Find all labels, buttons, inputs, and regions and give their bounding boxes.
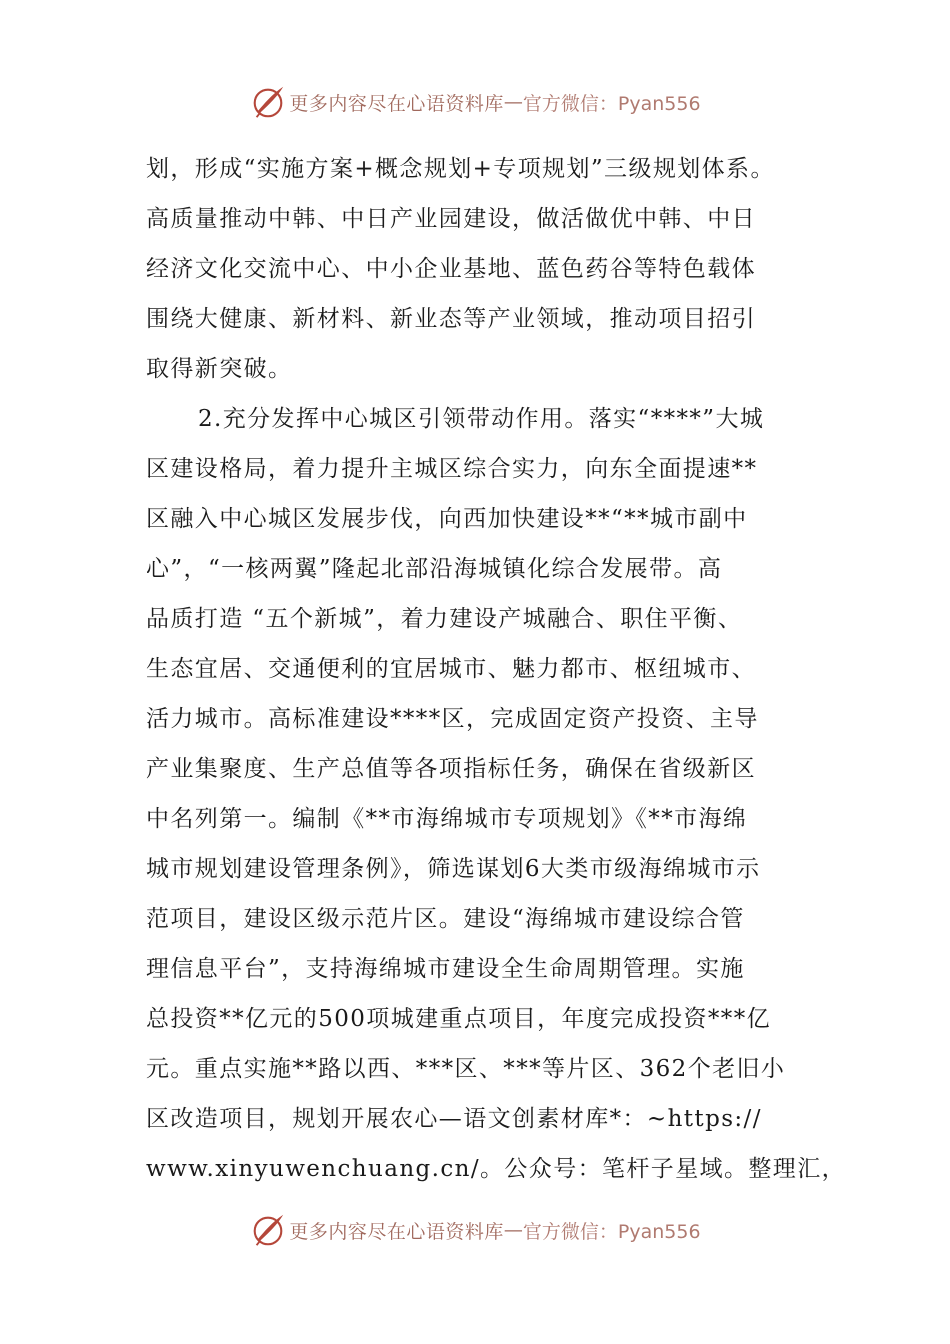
body-line: 城市规划建设管理条例》，筛选谋划6大类市级海绵城市示: [146, 856, 761, 882]
body-line: 理信息平台”，支持海绵城市建设全生命周期管理。实施: [146, 956, 745, 982]
body-line: 产业集聚度、生产总值等各项指标任务，确保在省级新区: [146, 756, 756, 782]
banner-wechat: 官方微信：Pyan556: [522, 92, 701, 115]
quill-pen-logo-icon: [249, 83, 287, 121]
body-line: 生态宜居、交通便利的宜居城市、魅力都市、枢纽城市、: [146, 656, 756, 682]
body-line: 区建设格局，着力提升主城区综合实力，向东全面提速**: [146, 456, 758, 482]
header-banner: [0, 82, 950, 122]
banner-wechat: 官方微信：Pyan556: [522, 1220, 701, 1243]
footer-banner: [0, 1210, 950, 1250]
body-line: 取得新突破。: [146, 356, 293, 382]
banner-separator: —: [503, 91, 523, 113]
document-body: [146, 147, 847, 1197]
body-line: 范项目，建设区级示范片区。建设“海绵城市建设综合管: [146, 906, 745, 932]
body-line: 划，形成“实施方案+概念规划+专项规划”三级规划体系。: [146, 156, 775, 182]
body-line: 围绕大健康、新材料、新业态等产业领域，推动项目招引: [146, 306, 756, 332]
body-line: 心”，“一核两翼”隆起北部沿海城镇化综合发展带。高: [146, 556, 723, 582]
body-line: www.xinyuwenchuang.cn/。公众号：笔杆子星域。整理汇，: [146, 1156, 847, 1182]
banner-slogan: 更多内容尽在心语资料库: [289, 92, 504, 115]
body-line: 高质量推动中韩、中日产业园建设，做活做优中韩、中日: [146, 206, 756, 232]
quill-pen-logo-icon: [249, 1211, 287, 1249]
body-line: 中名列第一。编制《**市海绵城市专项规划》《**市海绵: [146, 806, 748, 832]
body-line: 区融入中心城区发展步伐，向西加快建设**“**城市副中: [146, 506, 748, 532]
banner-separator: —: [503, 1219, 523, 1241]
body-line: 活力城市。高标准建设****区，完成固定资产投资、主导: [146, 706, 759, 732]
body-line: 经济文化交流中心、中小企业基地、蓝色药谷等特色载体: [146, 256, 756, 282]
body-line: 元。重点实施**路以西、***区、***等片区、362个老旧小: [146, 1056, 786, 1082]
body-line: 总投资**亿元的500项城建重点项目，年度完成投资***亿: [146, 1006, 771, 1032]
body-line: 区改造项目，规划开展农心—语文创素材库*：~https://: [146, 1106, 762, 1132]
paragraph-start-line: 2.充分发挥中心城区引领带动作用。落实“****”大城: [198, 406, 765, 432]
banner-slogan: 更多内容尽在心语资料库: [289, 1220, 504, 1243]
body-line: 品质打造 “五个新城”，着力建设产城融合、职住平衡、: [146, 606, 743, 632]
